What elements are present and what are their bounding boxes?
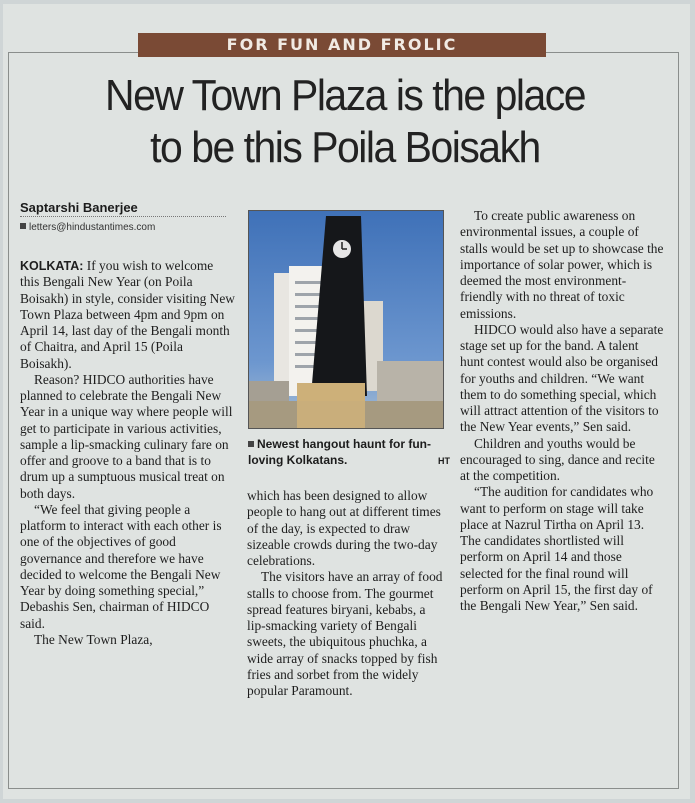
paragraph: The New Town Plaza,	[34, 631, 153, 647]
paragraph: Reason? HIDCO authorities have planned to celebrate the Bengali New Year in a unique way where people will get to participate in various activities, sample a lip-smacking culinary fare on offer and groove to a band that is to drum up a sumptuous musical treat on both days.	[20, 371, 233, 501]
headline-line-1: New Town Plaza is the place	[105, 71, 585, 120]
paragraph: To create public awareness on environmental issues, a couple of stalls would be set up to showcase the importance of solar power, which is deemed the most environment-friendly with no threat of toxic emissions.	[460, 208, 664, 321]
paragraph-text: If you wish to welcome this Bengali New Year (on Poila Boisakh) in style, consider visiting New Town Plaza between 4pm and 9pm on April 14, last day of the Bengali month of Chaitra, and April 15 (Poila Boisakh).	[20, 258, 235, 371]
byline-email	[20, 222, 220, 233]
byline-author: Saptarshi Banerjee	[20, 200, 138, 215]
article-column-1	[20, 258, 235, 648]
paragraph	[20, 258, 235, 372]
paragraph: “We feel that giving people a platform to interact with each other is one of the objectives of good governance and therefore we have decided to welcome the Bengali New Year by doing something special,” Debashis Sen, chairman of HIDCO said.	[20, 501, 222, 631]
photo-caption	[248, 436, 448, 468]
headline	[43, 70, 648, 174]
byline-divider	[20, 216, 226, 217]
paragraph: HIDCO would also have a separate stage set up for the band. A talent hunt contest would also be organised for youths and children. “We want them to do something special, which will attract attention of the visitors to the New Year events,” Sen said.	[460, 321, 664, 435]
headline-line-2: to be this Poila Boisakh	[150, 123, 540, 172]
photo-illustration	[249, 211, 443, 428]
paragraph: which has been designed to allow people to hang out at different times of the day, is expected to draw sizeable crowds during the two-day celebrations.	[247, 488, 441, 568]
clock-tower-photo	[248, 210, 444, 429]
email-text: letters@hindustantimes.com	[29, 222, 156, 233]
section-kicker: FOR FUN AND FROLIC	[138, 33, 546, 57]
square-bullet-icon	[20, 223, 26, 229]
article-column-3	[460, 208, 665, 614]
caption-text: Newest hangout haunt for fun-loving Kolkatans.	[248, 437, 431, 467]
dateline: KOLKATA:	[20, 259, 84, 273]
paragraph: “The audition for candidates who want to perform on stage will take place at Nazrul Tirtha on April 13. The candidates shortlisted will perform on April 14 and those selected for the final round will perform on April 15, the first day of the Bengali New Year,” Sen said.	[460, 484, 654, 613]
article-column-2	[247, 488, 445, 699]
photo-credit: HT	[438, 456, 450, 466]
paragraph: The visitors have an array of food stalls to choose from. The gourmet spread features biryani, kebabs, a lip-smacking variety of Bengali sweets, the ubiquitous phuchka, a wide array of snacks topped by fish fries and sorbet from the widely popular Paramount.	[247, 569, 443, 698]
paragraph: Children and youths would be encouraged to sing, dance and recite at the competition.	[460, 435, 655, 483]
square-bullet-icon	[248, 441, 254, 447]
